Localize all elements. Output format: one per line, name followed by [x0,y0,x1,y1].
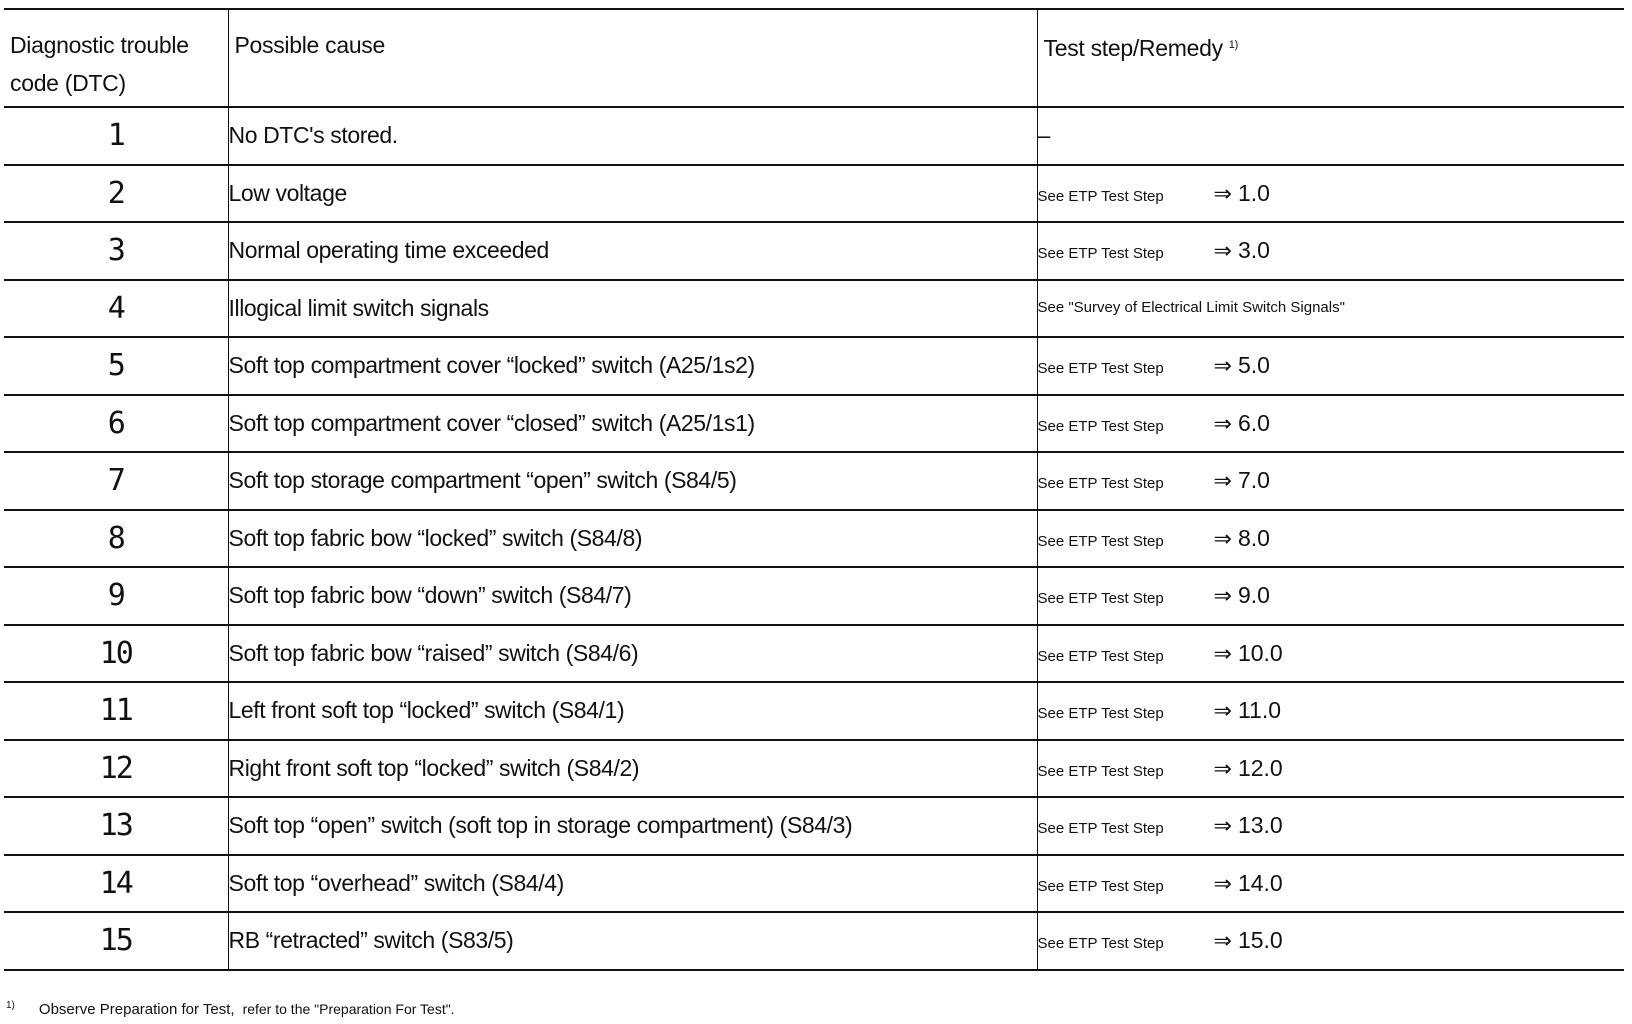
dtc-code: 10 [4,625,228,683]
double-right-arrow-icon: ⇒ [1213,814,1232,840]
possible-cause: Normal operating time exceeded [228,222,1037,280]
double-right-arrow-icon: ⇒ [1213,526,1232,552]
see-etp-test-step-label: See ETP Test Step [1037,417,1164,435]
see-etp-test-step-label: See ETP Test Step [1037,705,1164,723]
test-step-remedy [1037,855,1624,913]
possible-cause: Soft top “overhead” switch (S84/4) [228,855,1037,913]
test-step-number: 9.0 [1237,582,1270,609]
possible-cause: Left front soft top “locked” switch (S84/1) [228,682,1037,740]
table-row [4,682,1624,740]
header-dtc-line2: code (DTC) [10,70,126,96]
header-possible-cause-label: Possible cause [234,32,385,58]
test-step-remedy [1037,395,1624,453]
dtc-code: 7 [4,452,228,510]
possible-cause: Soft top storage compartment “open” switch (S84/5) [228,452,1037,510]
header-test-step-remedy [1037,9,1624,107]
test-step-number: 12.0 [1237,754,1283,781]
test-step-number: 15.0 [1237,927,1283,954]
survey-reference: See "Survey of Electrical Limit Switch Signals" [1037,299,1345,317]
double-right-arrow-icon: ⇒ [1213,584,1232,610]
see-etp-test-step-label: See ETP Test Step [1037,475,1164,493]
header-possible-cause [228,9,1037,107]
table-row [4,567,1624,625]
see-etp-test-step-label: See ETP Test Step [1037,647,1164,665]
double-right-arrow-icon: ⇒ [1213,239,1232,265]
see-etp-test-step-label: See ETP Test Step [1037,762,1164,780]
see-etp-test-step-label: See ETP Test Step [1037,360,1164,378]
test-step-number: 11.0 [1237,697,1281,724]
dtc-code: 1 [4,107,228,165]
footnote-text: Observe Preparation for Test, [38,1001,235,1018]
table-row [4,165,1624,223]
table-row [4,337,1624,395]
dtc-code: 15 [4,912,228,970]
table-row [4,395,1624,453]
possible-cause: Soft top compartment cover “closed” switch (A25/1s1) [228,395,1037,453]
table-row [4,510,1624,568]
test-step-remedy [1037,797,1624,855]
dtc-code: 5 [4,337,228,395]
test-step-number: 8.0 [1237,524,1270,551]
table-header-row [4,9,1624,107]
test-step-remedy [1037,337,1624,395]
double-right-arrow-icon: ⇒ [1213,756,1232,782]
test-step-number: 14.0 [1237,869,1283,896]
double-right-arrow-icon: ⇒ [1213,641,1232,667]
dtc-code: 8 [4,510,228,568]
header-dtc [4,9,228,107]
possible-cause: Soft top fabric bow “down” switch (S84/7) [228,567,1037,625]
see-etp-test-step-label: See ETP Test Step [1037,935,1164,953]
possible-cause: Low voltage [228,165,1037,223]
possible-cause: RB “retracted” switch (S83/5) [228,912,1037,970]
test-step-remedy [1037,567,1624,625]
table-row [4,452,1624,510]
dtc-code: 14 [4,855,228,913]
table-body [4,107,1624,970]
test-step-remedy [1037,165,1624,223]
table-row [4,107,1624,165]
possible-cause: Soft top fabric bow “raised” switch (S84/6) [228,625,1037,683]
header-footnote-mark: 1) [1228,39,1238,51]
possible-cause: Soft top compartment cover “locked” switch (A25/1s2) [228,337,1037,395]
table-row [4,855,1624,913]
dtc-table [4,8,1624,971]
see-etp-test-step-label: See ETP Test Step [1037,187,1164,205]
test-step-remedy [1037,280,1624,338]
test-step-number: 1.0 [1237,179,1270,206]
dtc-code: 11 [4,682,228,740]
possible-cause: Soft top fabric bow “locked” switch (S84/8) [228,510,1037,568]
dtc-code: 12 [4,740,228,798]
see-etp-test-step-label: See ETP Test Step [1037,532,1164,550]
test-step-number: 10.0 [1237,639,1283,666]
test-step-number: 6.0 [1237,409,1270,436]
table-row [4,740,1624,798]
table-row [4,222,1624,280]
test-step-number: 3.0 [1237,237,1270,264]
see-etp-test-step-label: See ETP Test Step [1037,590,1164,608]
footnote-mark: 1) [6,1000,15,1011]
table-row [4,625,1624,683]
double-right-arrow-icon: ⇒ [1213,354,1232,380]
double-right-arrow-icon: ⇒ [1213,929,1232,955]
test-step-remedy [1037,625,1624,683]
dtc-table-container [4,8,1624,971]
dtc-code: 6 [4,395,228,453]
dtc-code: 13 [4,797,228,855]
see-etp-test-step-label: See ETP Test Step [1037,877,1164,895]
test-step-remedy [1037,912,1624,970]
no-remedy-dash: – [1037,122,1051,149]
test-step-remedy [1037,222,1624,280]
test-step-number: 5.0 [1237,352,1270,379]
possible-cause: No DTC's stored. [228,107,1037,165]
header-dtc-line1: Diagnostic trouble [10,32,189,58]
double-right-arrow-icon: ⇒ [1213,181,1232,207]
see-etp-test-step-label: See ETP Test Step [1037,245,1164,263]
test-step-remedy [1037,740,1624,798]
dtc-code: 2 [4,165,228,223]
test-step-remedy [1037,682,1624,740]
dtc-code: 3 [4,222,228,280]
double-right-arrow-icon: ⇒ [1213,469,1232,495]
test-step-remedy [1037,510,1624,568]
possible-cause: Right front soft top “locked” switch (S84/2) [228,740,1037,798]
double-right-arrow-icon: ⇒ [1213,871,1232,897]
test-step-remedy [1037,107,1624,165]
possible-cause: Soft top “open” switch (soft top in storage compartment) (S84/3) [228,797,1037,855]
table-row [4,912,1624,970]
test-step-number: 13.0 [1237,812,1283,839]
table-row [4,280,1624,338]
double-right-arrow-icon: ⇒ [1213,699,1232,725]
dtc-code: 4 [4,280,228,338]
header-test-step-remedy-label: Test step/Remedy [1043,35,1223,61]
see-etp-test-step-label: See ETP Test Step [1037,820,1164,838]
footnote-reference: refer to the "Preparation For Test". [242,1001,455,1017]
dtc-code: 9 [4,567,228,625]
double-right-arrow-icon: ⇒ [1213,411,1232,437]
possible-cause: Illogical limit switch signals [228,280,1037,338]
test-step-remedy [1037,452,1624,510]
test-step-number: 7.0 [1237,467,1270,494]
footnote [6,1000,455,1018]
table-row [4,797,1624,855]
